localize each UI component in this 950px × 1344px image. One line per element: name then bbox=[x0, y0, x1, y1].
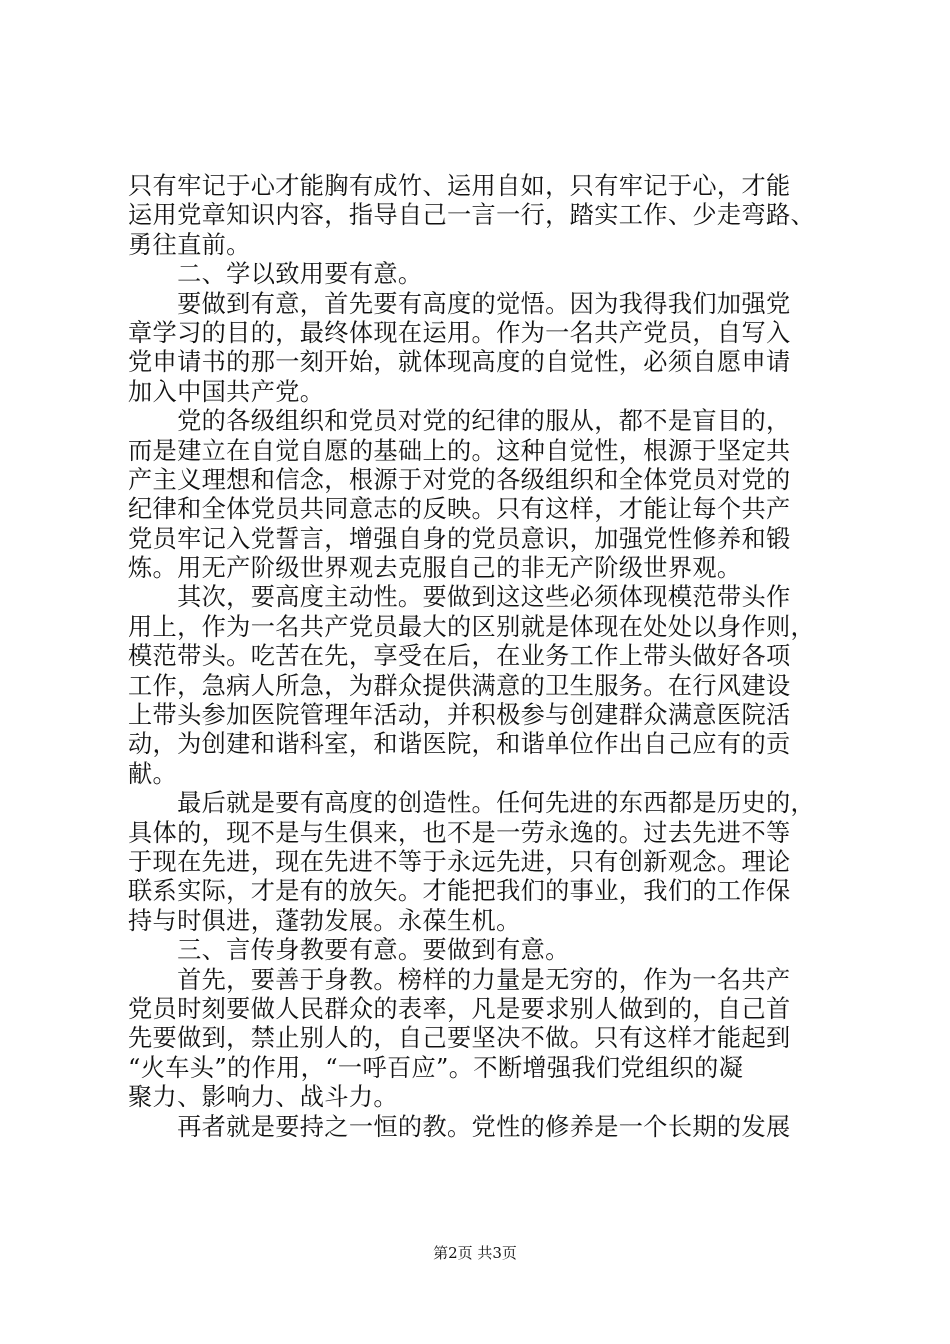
text-line: 要做到有意，首先要有高度的觉悟。因为我得我们加强党 bbox=[128, 289, 791, 318]
text-line: 聚力、影响力、战斗力。 bbox=[128, 1083, 398, 1112]
text-line: 党员时刻要做人民群众的表率，凡是要求别人做到的，自己首 bbox=[128, 994, 791, 1023]
text-line: 上带头参加医院管理年活动，并积极参与创建群众满意医院活 bbox=[128, 701, 791, 730]
text-line: 于现在先进，现在先进不等于永远先进，只有创新观念。理论 bbox=[128, 847, 791, 876]
text-line: 再者就是要持之一恒的教。党性的修养是一个长期的发展 bbox=[128, 1112, 791, 1141]
text-line: 其次，要高度主动性。要做到这这些必须体现模范带头作 bbox=[128, 583, 791, 612]
text-line: 先要做到，禁止别人的，自己要坚决不做。只有这样才能起到 bbox=[128, 1024, 791, 1053]
document-body bbox=[128, 172, 833, 1142]
text-line: 党员牢记入党誓言，增强自身的党员意识，加强党性修养和锻 bbox=[128, 524, 791, 553]
text-line: 持与时俱进，蓬勃发展。永葆生机。 bbox=[128, 906, 521, 935]
page-number-footer: 第2页 共3页 bbox=[433, 1244, 517, 1262]
section-heading: 三、言传身教要有意。要做到有意。 bbox=[128, 936, 570, 965]
text-line: 勇往直前。 bbox=[128, 230, 251, 259]
text-line: 联系实际，才是有的放矢。才能把我们的事业，我们的工作保 bbox=[128, 877, 791, 906]
text-line: 只有牢记于心才能胸有成竹、运用自如，只有牢记于心，才能 bbox=[128, 172, 791, 200]
section-heading: 二、学以致用要有意。 bbox=[128, 260, 423, 289]
text-line: 而是建立在自觉自愿的基础上的。这种自觉性，根源于坚定共 bbox=[128, 436, 791, 465]
text-line: 首先，要善于身教。榜样的力量是无穷的，作为一名共产 bbox=[128, 965, 791, 994]
text-line: “火车头”的作用，“一呼百应”。不断增强我们党组织的凝 bbox=[128, 1053, 744, 1082]
text-line: 炼。用无产阶级世界观去克服自己的非无产阶级世界观。 bbox=[128, 554, 742, 583]
text-line: 党的各级组织和党员对党的纪律的服从，都不是盲目的， bbox=[128, 407, 791, 436]
text-line: 运用党章知识内容，指导自己一言一行，踏实工作、少走弯路、 bbox=[128, 201, 816, 230]
text-line: 党申请书的那一刻开始，就体现高度的自觉性，必须自愿申请 bbox=[128, 348, 791, 377]
text-line: 章学习的目的，最终体现在运用。作为一名共产党员，自写入 bbox=[128, 318, 791, 347]
text-line: 动，为创建和谐科室，和谐医院，和谐单位作出自己应有的贡 bbox=[128, 730, 791, 759]
text-line: 加入中国共产党。 bbox=[128, 377, 325, 406]
text-line: 工作，急病人所急，为群众提供满意的卫生服务。在行风建设 bbox=[128, 671, 791, 700]
text-line: 模范带头。吃苦在先，享受在后，在业务工作上带头做好各项 bbox=[128, 642, 791, 671]
text-line: 献。 bbox=[128, 759, 178, 788]
text-line: 产主义理想和信念，根源于对党的各级组织和全体党员对党的 bbox=[128, 465, 791, 494]
text-line: 最后就是要有高度的创造性。任何先进的东西都是历史的， bbox=[128, 789, 816, 818]
text-line: 纪律和全体党员共同意志的反映。只有这样，才能让每个共产 bbox=[128, 495, 791, 524]
text-line: 用上，作为一名共产党员最大的区别就是体现在处处以身作则， bbox=[128, 612, 816, 641]
text-line: 具体的，现不是与生俱来，也不是一劳永逸的。过去先进不等 bbox=[128, 818, 791, 847]
